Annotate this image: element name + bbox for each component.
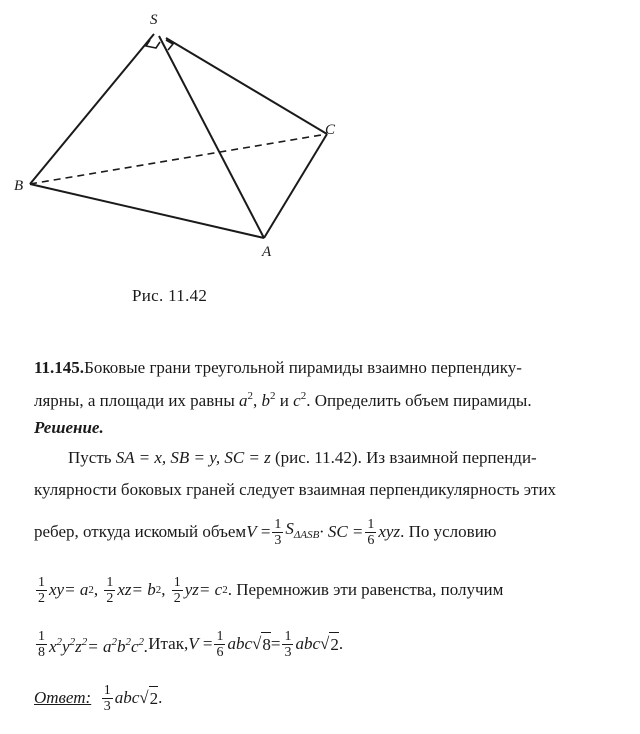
var-a: a [239,391,248,410]
problem-number: 11.145. [34,358,85,377]
answer-line: Ответ: $\frac{1}{3}$ abc √ 2 . [34,682,163,714]
sol-expr-1: SA = x, SB = y, SC = z [115,448,271,467]
word-and: и [275,391,294,410]
sc-mul: · SC = [319,522,364,541]
solution-line-4: $\frac{1}{2}$ xy = a 2 , $\frac{1}{2}$ xz = b 2 , $\frac{1}{2}$ yz = c 2 . Перемножив эти равенства, получим [38,574,504,606]
yz: yz [184,580,199,599]
frac-half-3: $\frac{1}{2}$ [173,574,181,606]
problem-line-2: лярны, а площади их равны $a^2$, $b^2$ и $c^2$. Определить объем пирамиды. [34,390,532,410]
edge-CA [264,134,327,238]
sol-text-3a: ребер, откуда искомый объем [34,522,247,541]
itak: Итак, [148,634,189,653]
label-S: S [150,12,158,28]
problem-text-2: лярны, а площади их равны [34,391,240,410]
problem-text-3: . Определить объем пирамиды. [306,391,532,410]
eq-b2: = b [131,580,156,599]
abc-2: abc [295,634,320,653]
xyz: xyz [378,522,401,541]
edge-BA [30,184,264,238]
sub-ASB: ΔASB [293,529,320,541]
sol-text-4b: . Перемножив эти равенства, получим [227,580,504,599]
solution-line-5: $\frac{1}{8}$ $x^2y^2z^2$ = $a^2b^2c^2$. Итак, V = $\frac{1}{6}$ abc √ 8 = $\frac{1}{3}$ abc √ 2 . [38,628,344,660]
frac-1-6b: $\frac{1}{6}$ [216,628,224,660]
frac-1-6: $\frac{1}{6}$ [367,516,375,548]
sol-text-1b: (рис. 11.42). Из взаимной перпенди- [270,448,537,467]
eq-c2: = c [198,580,223,599]
solution-heading: Решение. [34,418,104,437]
figure-caption: Рис. 11.42 [132,286,208,305]
var-b: b [261,391,271,410]
xy: xy [49,580,65,599]
answer-abc: abc [114,688,140,707]
var-c: c [293,391,301,410]
edge-SC [166,38,327,134]
eq-a2: = a [64,580,89,599]
sol-text-3b: . По условию [400,522,497,541]
frac-half-2: $\frac{1}{2}$ [106,574,114,606]
answer-label: Ответ: [34,688,92,707]
frac-1-3: $\frac{1}{3}$ [274,516,282,548]
var-V: V [246,522,257,541]
frac-1-3b: $\frac{1}{3}$ [284,628,292,660]
solution-line-2: кулярности боковых граней следует взаимная перпендикулярность этих [34,480,557,499]
label-C: C [325,122,336,138]
abc-1: abc [227,634,252,653]
label-B: B [14,178,24,194]
answer-frac: $\frac{1}{3}$ [103,682,111,714]
label-A: A [262,244,272,260]
edge-SA [159,36,264,238]
sol-text-1a: Пусть [68,448,116,467]
xz: xz [117,580,132,599]
frac-half-1: $\frac{1}{2}$ [38,574,45,606]
edge-SB [30,34,154,184]
edge-BC-hidden [30,134,327,184]
pyramid-figure [0,0,640,330]
solution-line-3: ребер, откуда искомый объем V = $\frac{1}{3}$ $S_{\Delta ASB}$ · SC = $\frac{1}{6}$ xyz . По условию [34,516,497,548]
problem-line-1 [34,356,522,380]
frac-1-8: $\frac{1}{8}$ [38,628,45,660]
problem-text-1: Боковые грани треугольной пирамиды взаимно перпендику- [84,358,522,377]
solution-line-1 [68,446,537,470]
